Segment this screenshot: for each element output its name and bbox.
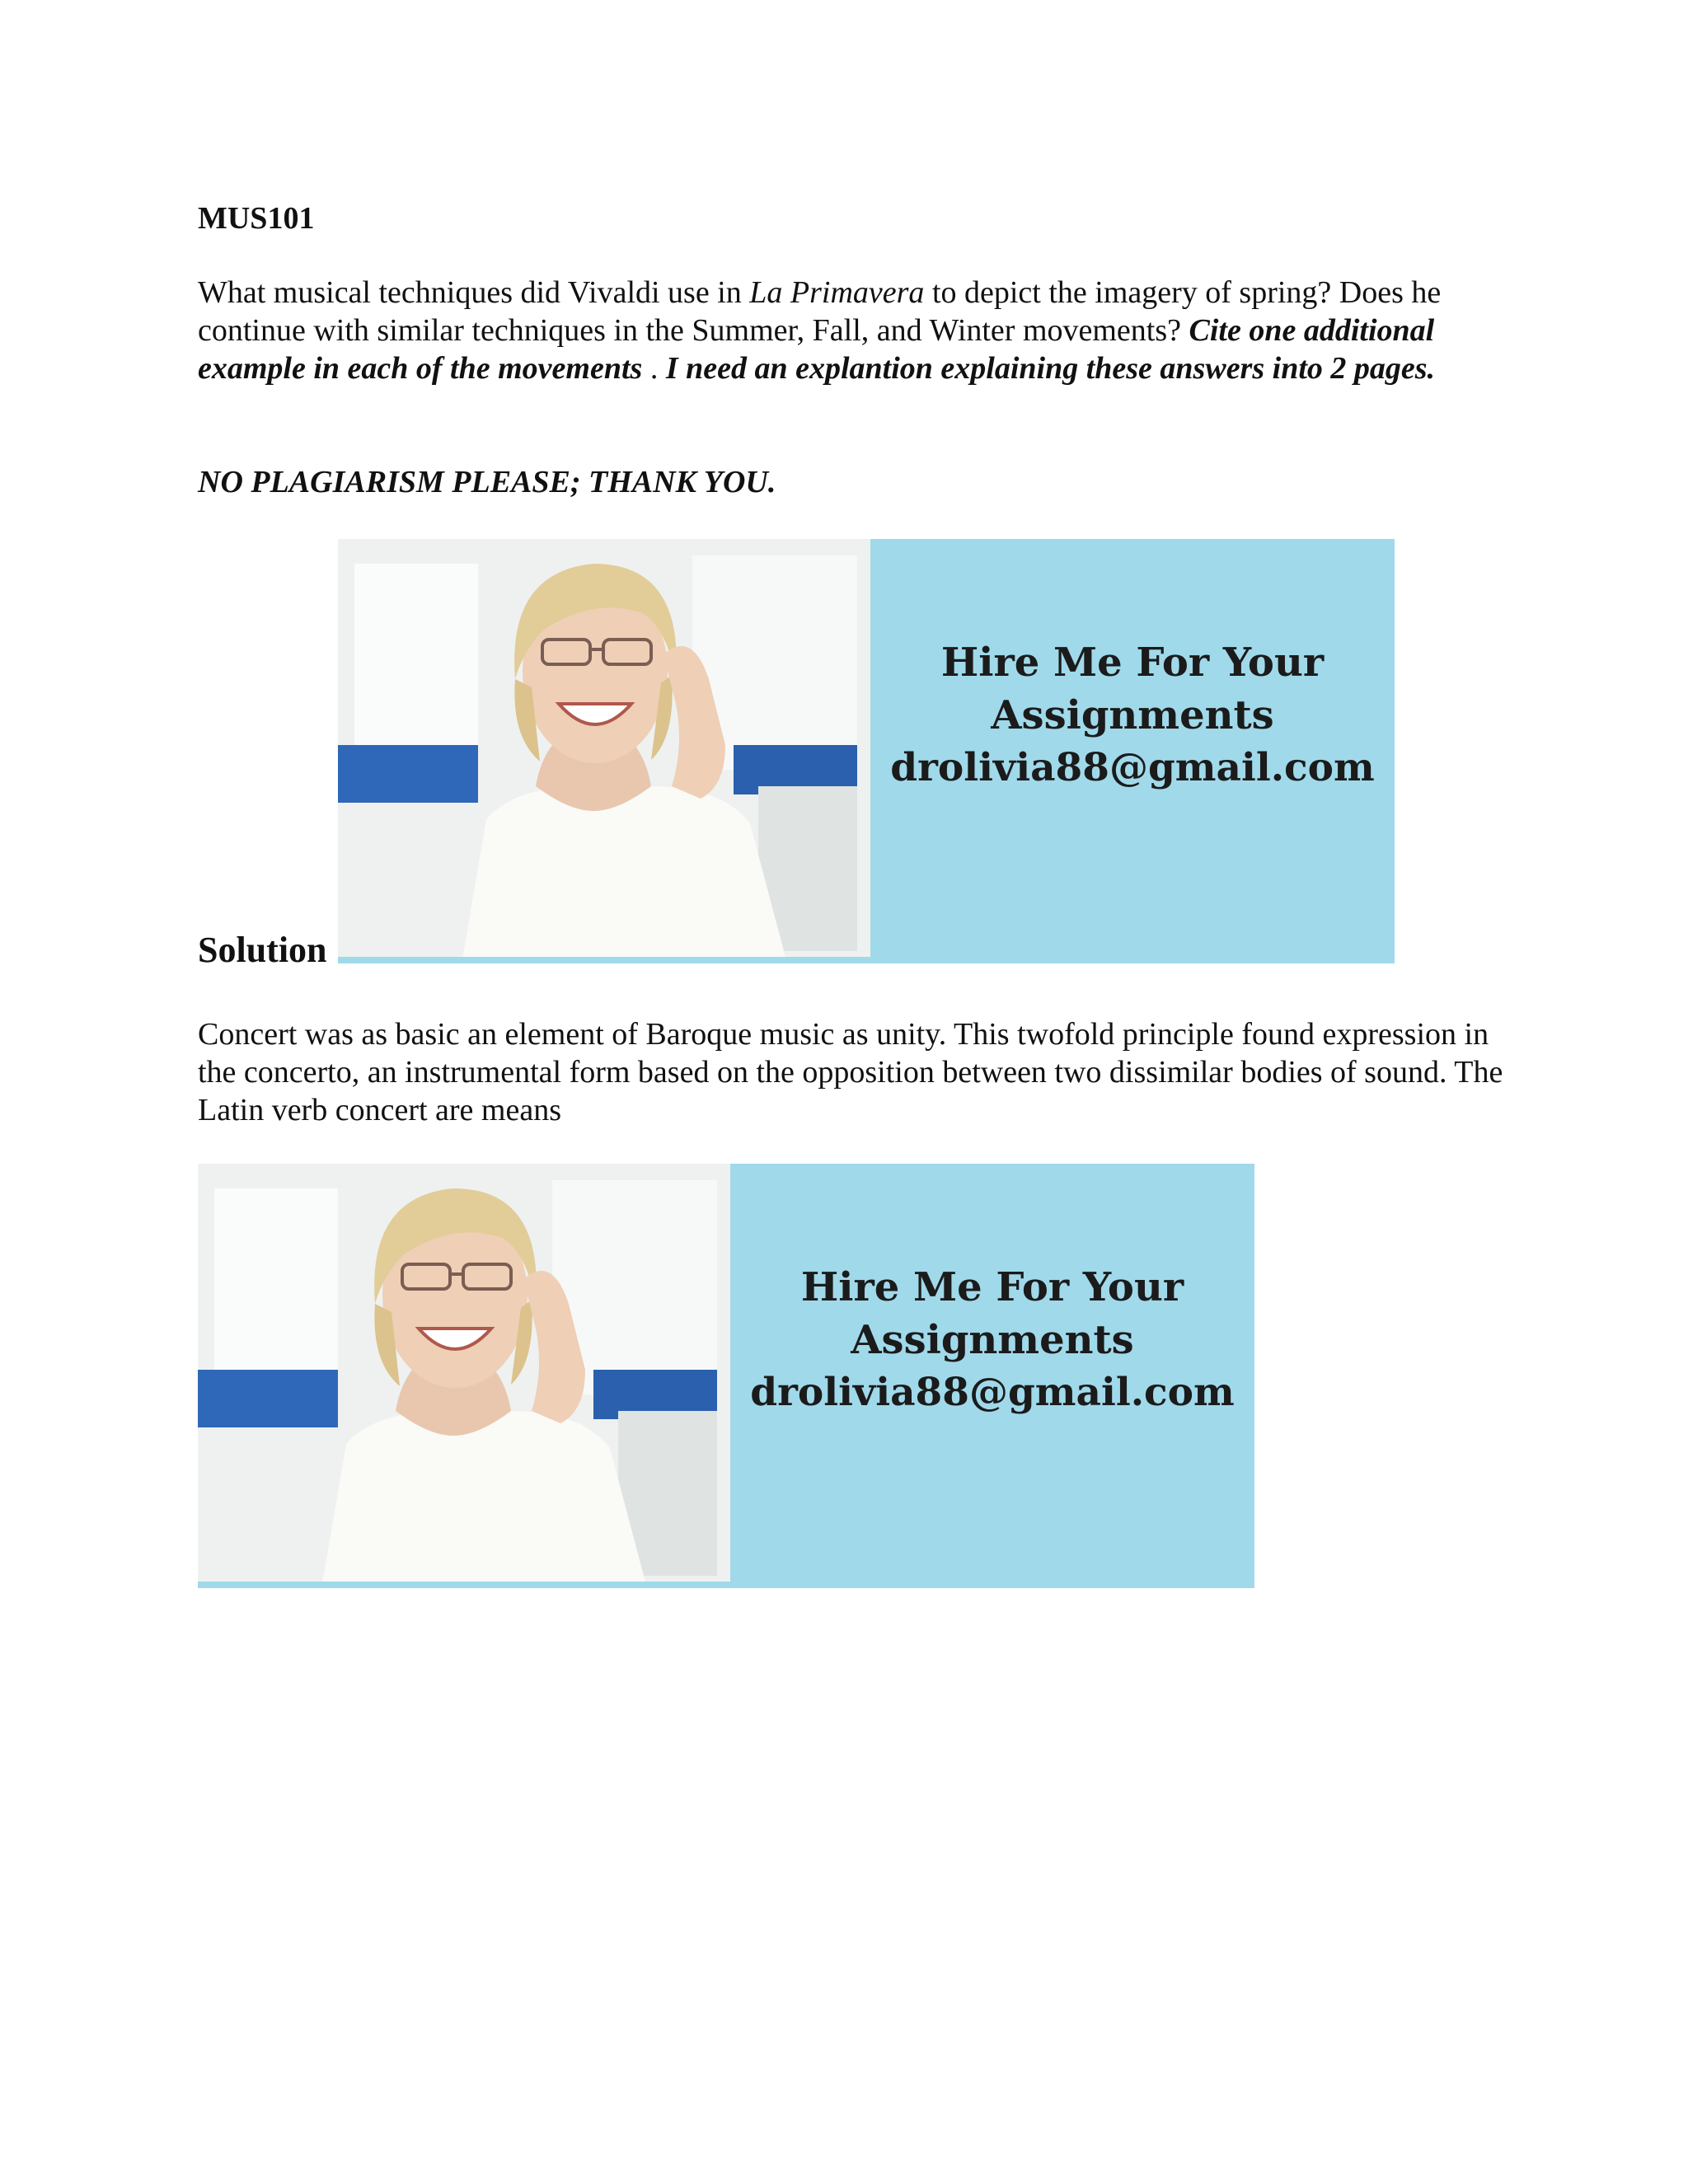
work-title: La Primavera [749, 275, 925, 310]
tutor-photo-2 [198, 1164, 738, 1588]
solution-heading: Solution [198, 930, 327, 970]
advert-line-2: Assignments [991, 692, 1274, 738]
banner-edge-2 [198, 1582, 730, 1588]
question-separator: . [642, 351, 666, 386]
advert-text-panel-1 [870, 539, 1395, 963]
advert-line-2: Assignments [851, 1317, 1134, 1363]
banner-edge-1 [338, 957, 870, 963]
question-part2: to depict the imagery of spring? Does he continue with similar techniques in the Summer, Fall, and Winter movements? [198, 275, 1442, 348]
tutor-photo-1 [338, 539, 878, 963]
advert-text-panel-2 [730, 1164, 1254, 1588]
plagiarism-note: NO PLAGIARISM PLEASE; THANK YOU. [198, 465, 776, 499]
advert-email: drolivia88@gmail.com [890, 745, 1375, 790]
advert-banner-2 [198, 1164, 1254, 1588]
question-emphasis-2: I need an explantion explaining these answers into 2 pages. [665, 351, 1436, 386]
question-emphasis-1: Cite one additional example in each of the movements [198, 313, 1435, 386]
question-text [198, 274, 1525, 387]
question-part1: What musical techniques did Vivaldi use in [198, 275, 750, 310]
advert-line-1: Hire Me For Your [940, 640, 1325, 686]
course-code: MUS101 [198, 201, 315, 236]
advert-line-1: Hire Me For Your [800, 1264, 1184, 1310]
advert-banner-1 [338, 539, 1395, 963]
advert-email: drolivia88@gmail.com [750, 1370, 1235, 1415]
solution-text: Concert was as basic an element of Baroque music as unity. This twofold principle found expression in the concerto, an instrumental form based on the opposition between two dissimilar bodies of sound. The Latin verb concert are means [198, 1017, 1503, 1127]
